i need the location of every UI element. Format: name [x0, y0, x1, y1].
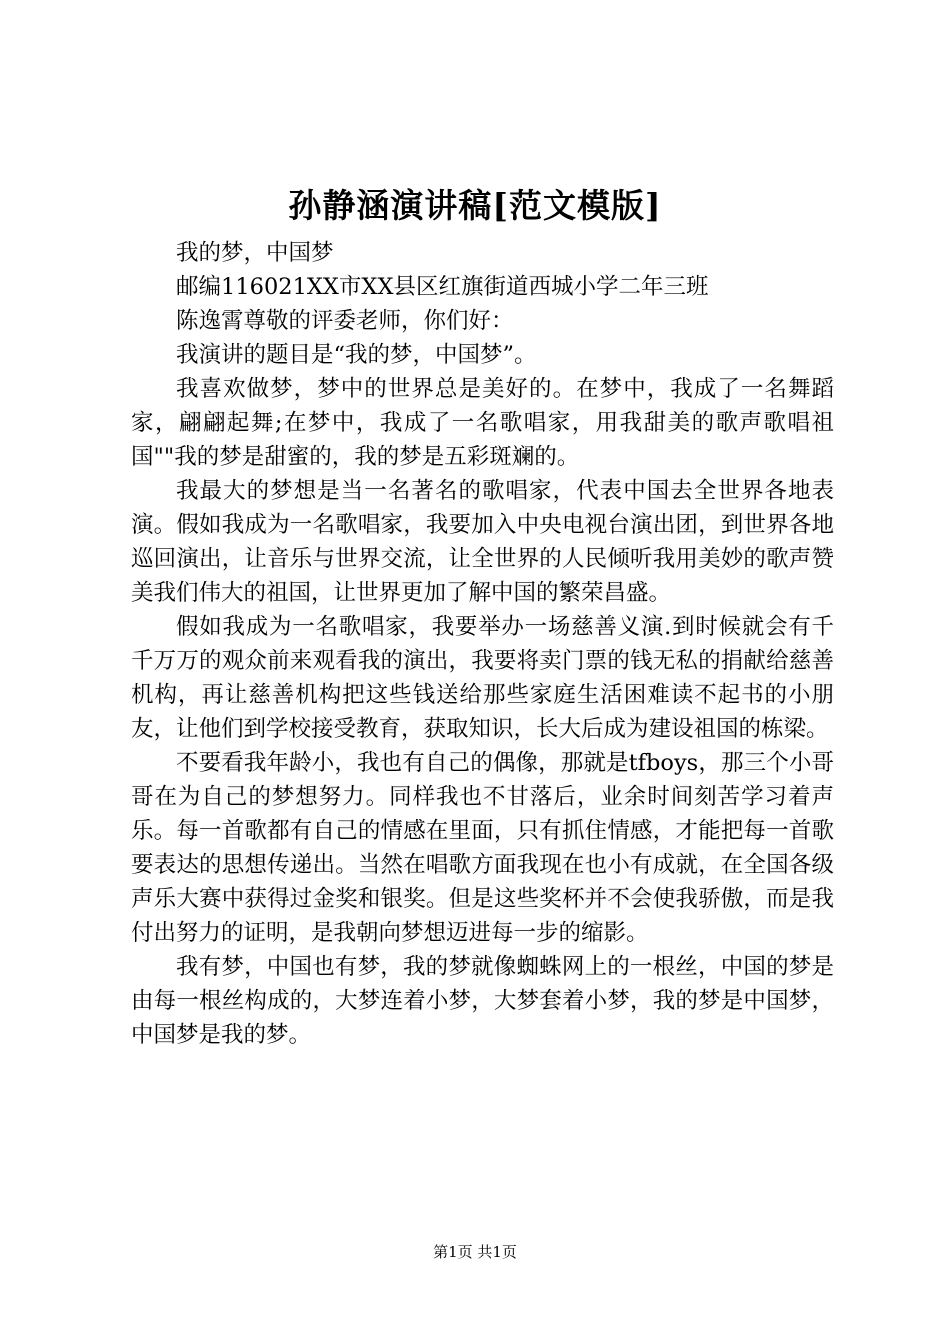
page-footer: 第1页 共1页: [433, 1243, 517, 1261]
paragraph-idol: 不要看我年龄小，我也有自己的偶像，那就是tfboys，那三个小哥哥在为自己的梦想努力。同样我也不甘落后，业余时间刻苦学习着声乐。每一首歌都有自己的情感在里面，只有抓住情感，才能把每一首歌要表达的思想传递出。当然在唱歌方面我现在也小有成就，在全国各级声乐大赛中获得过金奖和银奖。但是这些奖杯并不会使我骄傲，而是我付出努力的证明，是我朝向梦想迈进每一步的缩影。: [131, 750, 834, 946]
paragraph-biggest-dream: 我最大的梦想是当一名著名的歌唱家，代表中国去全世界各地表演。假如我成为一名歌唱家，我要加入中央电视台演出团，到世界各地巡回演出，让音乐与世界交流，让全世界的人民倾听我用美妙的歌声赞美我们伟大的祖国，让世界更加了解中国的繁荣昌盛。: [131, 478, 834, 606]
paragraph-charity: 假如我成为一名歌唱家，我要举办一场慈善义演.到时候就会有千千万万的观众前来观看我的演出，我要将卖门票的钱无私的捐献给慈善机构，再让慈善机构把这些钱送给那些家庭生活困难读不起书的小朋友，让他们到学校接受教育，获取知识，长大后成为建设祖国的栋梁。: [131, 614, 834, 742]
paragraph-greeting: 陈逸霄尊敬的评委老师，你们好：: [176, 308, 514, 334]
document-title: 孙静涵演讲稿[范文模版]: [288, 186, 662, 225]
paragraph-speech-heading: 我的梦，中国梦: [176, 240, 334, 266]
paragraph-dream-intro: 我喜欢做梦，梦中的世界总是美好的。在梦中，我成了一名舞蹈家，翩翩起舞;在梦中，我成了一名歌唱家，用我甜美的歌声歌唱祖国""我的梦是甜蜜的，我的梦是五彩斑斓的。: [131, 376, 834, 470]
paragraph-address: 邮编116021XX市XX县区红旗街道西城小学二年三班: [176, 274, 709, 300]
document-body: [131, 236, 834, 1052]
paragraph-conclusion: 我有梦，中国也有梦，我的梦就像蜘蛛网上的一根丝，中国的梦是由每一根丝构成的，大梦连着小梦，大梦套着小梦，我的梦是中国梦，中国梦是我的梦。: [131, 954, 834, 1048]
paragraph-topic: 我演讲的题目是“我的梦，中国梦”。: [176, 342, 537, 368]
